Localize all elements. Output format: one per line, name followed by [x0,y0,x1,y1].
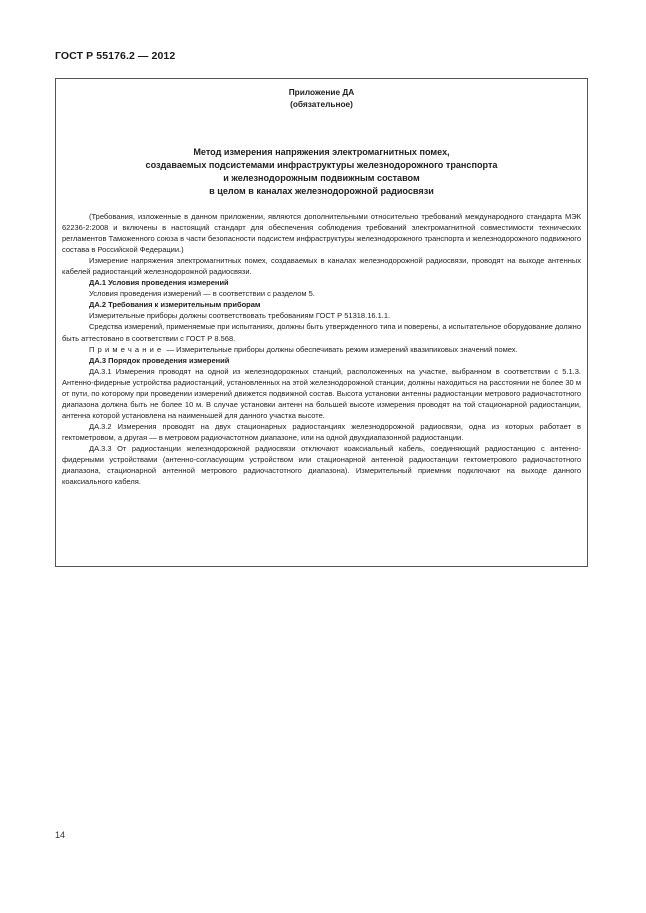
section-heading: ДА.3 Порядок проведения измерений [89,355,230,365]
paragraph: ДА.3.3 От радиостанции железнодорожной радиосвязи отключают коаксиальный кабель, соединяющий радиостанцию с антенно-фидерными устройствами (антенно-согласующим устройством или стационарной антенной радиостанции гектометрового радиочастотного диапазона, стационарной антенной метрового радиочастотного диапазона). Измерительный приемник подключают на выходе данного коаксиального кабеля. [62,443,581,487]
page-number: 14 [55,830,66,840]
paragraph: Измерение напряжения электромагнитных помех, создаваемых в каналах железнодорожной радиосвязи, проводят на выходе антенных кабелей радиостанций железнодорожной радиосвязи. [62,256,581,277]
intro-paragraph: (Требования, изложенные в данном приложении, являются дополнительными относительно требований международного стандарта МЭК 62236-2:2008 и включены в настоящий стандарт для обеспечения соблюдения требований электромагнитной совместимости технических регламентов Таможенного союза в части безопасности подсистем инфраструктуры железнодорожного транспорта и железнодорожного подвижного состава в Российской Федерации.) [62,212,581,255]
method-title-line: создаваемых подсистемами инфраструктуры железнодорожного транспорта [145,160,498,170]
appendix-frame [55,78,588,567]
method-title-line: в целом в каналах железнодорожной радиосвязи [209,186,434,196]
standard-header: ГОСТ Р 55176.2 — 2012 [55,50,176,62]
paragraph: Измерительные приборы должны соответствовать требованиям ГОСТ Р 51318.16.1.1. [89,311,391,321]
paragraph: ДА.3.1 Измерения проводят на одной из железнодорожных станций, расположенных на участке, выбранном в соответствии с 5.1.3. Антенно-фидерные устройства радиостанций, установленных на этой железнодорожной станции, должны находиться на расстоянии не более 30 м от пути, по которому при проведении измерений движется подвижной состав. Высота установки антенны радиостанции метрового радиочастотного диапазона должна быть не более 10 м. В случае установки антенн на большей высоте измерения проводят на той стационарной радиостанции, антенна которой установлена на наименьшей для данного участка высоте. [62,366,581,420]
method-title [62,146,581,198]
paragraph: Условия проведения измерений — в соответствии с разделом 5. [89,289,315,299]
appendix-status: (обязательное) [290,99,353,109]
note-text: — Измерительные приборы должны обеспечивать режим измерений квазипиковых значений помех. [164,344,518,354]
appendix-title: Приложение ДА [288,87,355,97]
section-heading: ДА.1 Условия проведения измерений [89,278,229,288]
method-title-line: Метод измерения напряжения электромагнитных помех, [193,147,450,157]
paragraph: ДА.3.2 Измерения проводят на двух стационарных радиостанциях железнодорожной радиосвязи, одна из которых работает в гектометровом, а другая — в метровом радиочастотном диапазоне, или на одной двухдиапазонной радиостанции. [62,421,581,442]
note-paragraph [62,344,581,355]
appendix-body [62,211,581,487]
paragraph: Средства измерений, применяемые при испытаниях, должны быть утвержденного типа и поверены, а испытательное оборудование должно быть аттестовано в соответствии с ГОСТ Р 8.568. [62,322,581,343]
method-title-line: и железнодорожным подвижным составом [223,173,420,183]
note-label: Примечание [89,344,165,354]
section-heading: ДА.2 Требования к измерительным приборам [89,300,261,310]
